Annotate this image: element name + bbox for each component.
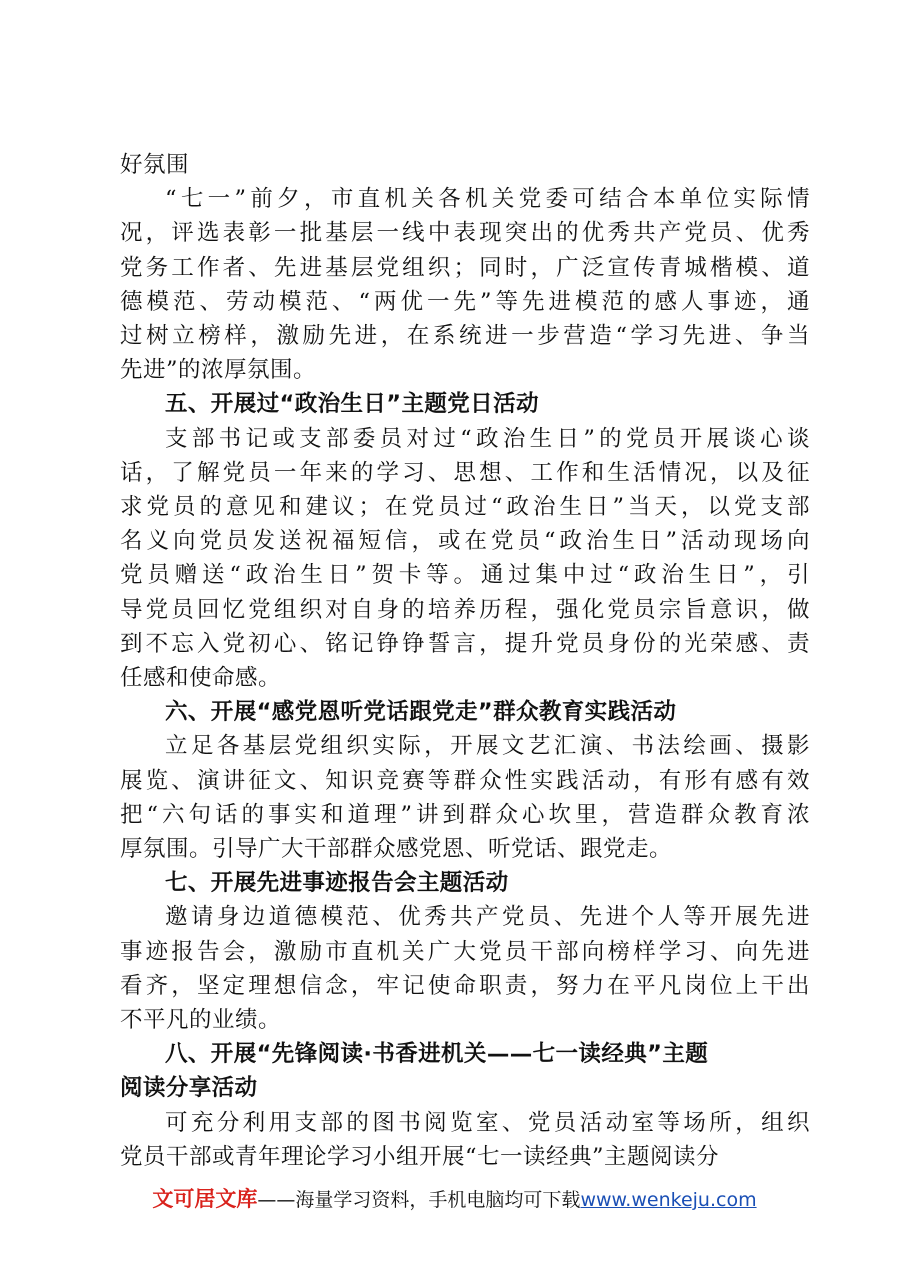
paragraph-line: 话，了解党员一年来的学习、思想、工作和生活情况，以及征 — [120, 459, 810, 486]
paragraph-line: 展览、演讲征文、知识竞赛等群众性实践活动，有形有感有效 — [120, 767, 810, 794]
footer-slogan: ——海量学习资料，手机电脑均可下载 — [257, 1189, 581, 1211]
paragraph-line: 名义向党员发送祝福短信，或在党员“政治生日”活动现场向 — [120, 528, 810, 555]
paragraph-line: 党员干部或青年理论学习小组开展“七一读经典”主题阅读分 — [120, 1143, 720, 1170]
paragraph-line: 导党员回忆党组织对自身的培养历程，强化党员宗旨意识，做 — [120, 596, 810, 623]
section-heading: 七、开展先进事迹报告会主题活动 — [165, 870, 509, 897]
paragraph-line: 任感和使命感。 — [120, 665, 282, 692]
paragraph-line: 可充分利用支部的图书阅览室、党员活动室等场所，组织 — [165, 1109, 810, 1136]
paragraph-line: 厚氛围。引导广大干部群众感党恩、听党话、跟党走。 — [120, 836, 673, 863]
footer-banner — [0, 1183, 909, 1213]
paragraph-line: “七一”前夕，市直机关各机关党委可结合本单位实际情 — [165, 186, 810, 213]
section-heading: 阅读分享活动 — [120, 1075, 258, 1102]
paragraph-line: 邀请身边道德模范、优秀共产党员、先进个人等开展先进 — [165, 904, 810, 931]
paragraph-line: 党员赠送“政治生日”贺卡等。通过集中过“政治生日”，引 — [120, 562, 810, 589]
footer-url-link[interactable]: www.wenkeju.com — [580, 1189, 757, 1211]
paragraph-line: 不平凡的业绩。 — [120, 1007, 282, 1034]
paragraph-line: 德模范、劳动模范、“两优一先”等先进模范的感人事迹，通 — [120, 288, 810, 315]
document-body — [120, 148, 810, 1174]
footer-brand: 文可居文库 — [152, 1187, 258, 1211]
paragraph-line: 过树立榜样，激励先进，在系统进一步营造“学习先进、争当 — [120, 323, 810, 350]
paragraph-line: 立足各基层党组织实际，开展文艺汇演、书法绘画、摄影 — [165, 733, 810, 760]
paragraph-line: 求党员的意见和建议；在党员过“政治生日”当天，以党支部 — [120, 494, 810, 521]
paragraph-line: 先进”的浓厚氛围。 — [120, 357, 317, 384]
paragraph-line: 看齐，坚定理想信念，牢记使命职责，努力在平凡岗位上干出 — [120, 972, 810, 999]
paragraph-line: 到不忘入党初心、铭记铮铮誓言，提升党员身份的光荣感、责 — [120, 630, 810, 657]
paragraph-line: 事迹报告会，激励市直机关广大党员干部向榜样学习、向先进 — [120, 938, 810, 965]
paragraph-line: 把“六句话的事实和道理”讲到群众心坎里，营造群众教育浓 — [120, 801, 810, 828]
paragraph-line: 党务工作者、先进基层党组织；同时，广泛宣传青城楷模、道 — [120, 254, 810, 281]
paragraph-line: 况，评选表彰一批基层一线中表现突出的优秀共产党员、优秀 — [120, 220, 810, 247]
paragraph-line: 好氛围 — [120, 152, 190, 178]
paragraph-line: 支部书记或支部委员对过“政治生日”的党员开展谈心谈 — [165, 425, 810, 452]
section-heading: 六、开展“感党恩听党话跟党走”群众教育实践活动 — [165, 699, 677, 726]
section-heading: 五、开展过“政治生日”主题党日活动 — [165, 391, 539, 418]
section-heading: 八、开展“先锋阅读·书香进机关——七一读经典”主题 — [165, 1041, 709, 1068]
